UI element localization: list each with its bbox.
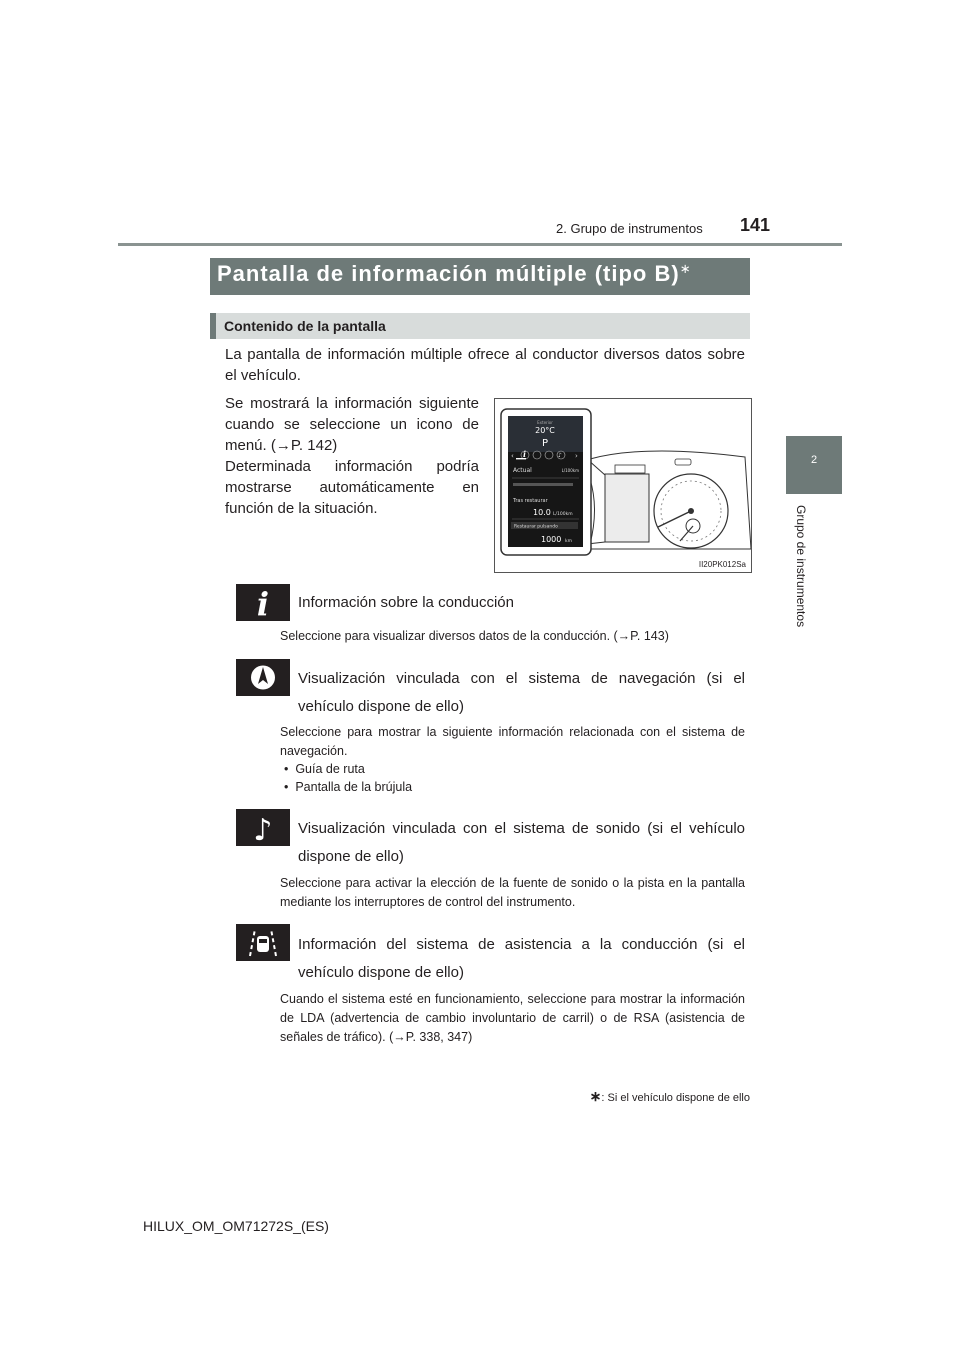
driving-assist-icon: [236, 924, 290, 961]
screen-temperature: 20°C: [535, 426, 555, 435]
screen-consumption-value: 10.0: [533, 508, 551, 517]
section-title: Pantalla de información múltiple (tipo B)∗: [217, 261, 692, 286]
document-id: HILUX_OM_OM71272S_(ES): [143, 1218, 329, 1234]
svg-text:i: i: [523, 449, 527, 459]
bullet-compass-screen: • Pantalla de la brújula: [284, 780, 413, 794]
bullet-route-guide: • Guía de ruta: [284, 762, 365, 776]
item-title-audio: Visualización vinculada con el sistema de sonido (si el vehículo dispone de ello): [298, 820, 745, 865]
figure-code: II20PK012Sa: [698, 560, 746, 569]
screen-actual-label: Actual: [513, 467, 532, 474]
instrument-cluster-figure: [494, 398, 752, 573]
header-rule: [118, 243, 842, 246]
screen-unit-mid: L/100km: [553, 512, 573, 517]
svg-text:♪: ♪: [558, 452, 562, 459]
svg-text:i: i: [256, 585, 270, 621]
item-desc-driving-info: Seleccione para visualizar diversos datos de la conducción. (→P. 143): [280, 629, 669, 643]
side-tab-label: Grupo de instrumentos: [794, 505, 808, 628]
side-tab-number: 2: [810, 454, 818, 466]
cluster-illustration: [495, 399, 751, 572]
svg-text:›: ›: [575, 452, 578, 460]
item-title-driving-assist: Información del sistema de asistencia a la conducción (si el vehículo dispone de ello): [298, 936, 745, 981]
screen-reset-hint: Restaurar pulsando: [514, 524, 558, 530]
intro-paragraph-2: Se mostrará la información siguiente cuando se seleccione un icono de menú. (→P. 142) Determinada información podría mostrarse automáticamente en función de la situación.: [225, 395, 479, 517]
footnote: ∗: Si el vehículo dispone de ello: [589, 1088, 750, 1104]
footnote-asterisk: ∗: [589, 1088, 602, 1104]
svg-text:‹: ‹: [511, 452, 514, 460]
item-desc-driving-assist: Cuando el sistema esté en funcionamiento, seleccione para mostrar la información de LDA (advertencia de cambio involuntario de carril) o de RSA (asistencia de señales de tráfico). (→P. 338, 347): [280, 992, 745, 1044]
subsection-accent: [210, 313, 216, 339]
item-desc-navigation: Seleccione para mostrar la siguiente información relacionada con el sistema de navegación.: [280, 725, 745, 758]
intro-paragraph: La pantalla de información múltiple ofrece al conductor diversos datos sobre el vehículo.: [225, 346, 745, 384]
item-desc-audio: Seleccione para activar la elección de la fuente de sonido o la pista en la pantalla mediante los interruptores de control del instrumento.: [280, 876, 745, 909]
svg-text:♪: ♪: [253, 813, 273, 846]
chapter-heading: 2. Grupo de instrumentos: [556, 221, 703, 236]
screen-odometer: 1000: [541, 535, 562, 544]
info-i-icon: [236, 584, 290, 621]
item-title-driving-info: Información sobre la conducción: [298, 594, 514, 611]
title-asterisk: ∗: [679, 261, 692, 276]
navigation-icon: [236, 659, 290, 696]
screen-reset-label: Tras restaurar: [513, 498, 548, 504]
music-note-icon: [236, 809, 290, 846]
screen-gear: P: [541, 438, 549, 449]
screen-unit-top: L/100km: [561, 468, 579, 473]
screen-odometer-unit: km: [565, 539, 572, 544]
item-title-navigation: Visualización vinculada con el sistema de navegación (si el vehículo dispone de ello): [298, 670, 745, 715]
screen-exterior-label: Exterior: [537, 420, 553, 425]
subsection-title: Contenido de la pantalla: [224, 318, 386, 334]
page-number: 141: [740, 215, 771, 235]
